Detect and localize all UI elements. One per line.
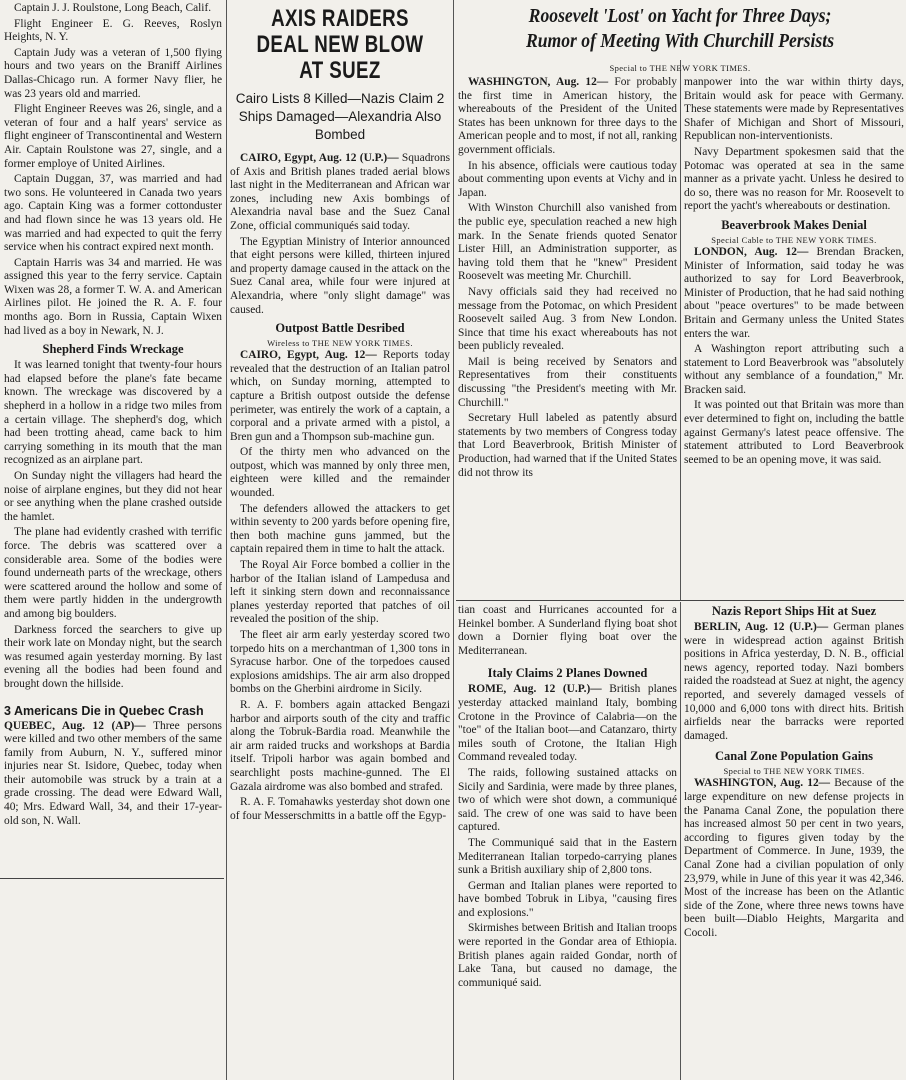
subheading: Canal Zone Population Gains [714,749,874,764]
article-paragraph: The fleet air arm early yesterday scored two torpedo hits on a merchantman of 1,300 tons in Syracuse harbor. One of the torpedoes caused explosions amidships. The air arm also dropped bombs on the Gherbini airdrome in Sicily. [230,629,450,696]
dateline: QUEBEC, Aug. 12 (AP)— [4,719,146,732]
article-paragraph [684,621,904,743]
subheading: Shepherd Finds Wreckage [42,342,184,357]
article-paragraph: R. A. F. Tomahawks yesterday shot down one of four Messerschmitts in a battle off the Egyp- [230,796,450,822]
article-text: Because of the large expenditure on new defense projects in the Panama Canal Zone, the population there has increased almost 50 per cent in two years, according to figures given today by the Department of Commerce. In June, 1939, the Canal Zone had a civilian population of only 23,979, while in June of this year it was 42,346. Most of the increase has been on the Atlantic side of the Zone, where three news towns have been built—Diablo Heights, Margarita and Cocoli. [684,777,904,939]
article-paragraph [230,349,450,444]
headline-line: Rumor of Meeting With Churchill Persists [525,30,835,52]
article-text: Brendan Bracken, Minister of Information, said today he was authorized to say for Lord Beaverbrook, Minister of Production, that he had said nothing about "peace overtures" to be made between Britain and Germany unless the United States enters the war. [684,245,904,340]
article-paragraph: The Communiqué said that in the Eastern Mediterranean Italian torpedo-carrying planes sunk a British auxiliary ship of 2,800 tons. [458,836,677,877]
subheading: Beaverbrook Makes Denial [721,217,867,232]
article-paragraph: Darkness forced the searchers to give up their work late on Monday night, but the search was resumed again yesterday morning. By last evening all the bodies had been found and brought down the hillside. [4,623,222,690]
article-paragraph: In his absence, officials were cautious today about commenting upon events at Vichy and in Japan. [458,159,677,199]
article-text: British planes yesterday attacked mainland Italy, bombing Crotone in the Province of Calabria—on the "toe" of the Italian boot—and Catanzaro, thirty miles south of Crotone, the Italian High Command revealed today. [458,683,677,764]
article-paragraph: Flight Engineer E. G. Reeves, Roslyn Heights, N. Y. [4,17,222,44]
headline-deck: Cairo Lists 8 Killed—Nazis Claim 2 Ships Damaged—Alexandria Also Bombed [235,91,445,142]
article-paragraph: A Washington report attributing such a statement to Lord Beaverbrook was "absolutely without any semblance of a foundation," Mr. Bracken said. [684,343,904,396]
article-paragraph [684,246,904,341]
article-paragraph: The Egyptian Ministry of Interior announced that eight persons were killed, thirteen injured and property damage caused in the attack on the Suez Canal area, while four were injured at Alexandria, where "only slight damage" was caused. [230,235,450,316]
article-paragraph: Navy officials said they had received no message from the Potomac, on which President Roosevelt sailed Aug. 3 from New London. Since that time his exact whereabouts has not been publicly revealed. [458,285,677,353]
article-paragraph: Flight Engineer Reeves was 26, single, and a veteran of four and a half years' service as flight engineer of Transcontinental and Western Air. Captain Roulstone was 27, single, and a former employe of United Airlines. [4,103,222,170]
article-paragraph [684,777,904,940]
section-rule [456,600,904,601]
article-paragraph: R. A. F. bombers again attacked Bengazi harbor and airports south of the city and traffic along the Tobruk-Bardia road. Meanwhile the air arm raided trucks and workshops at Bardia itself. Tripoli harbor was again bombed and searchlight posts machine-gunned. The El Gazala airdrome was also bombed and strafed. [230,698,450,793]
article-paragraph: With Winston Churchill also vanished from the public eye, speculation reached a new high mark. In the Senate friends quoted Senator Lister Hill, an Administration supporter, as having told them that he "knew" President Roosevelt was meeting Mr. Churchill. [458,202,677,283]
dateline: CAIRO, Egypt, Aug. 12— [240,349,377,362]
article-paragraph: Mail is being received by Senators and Representatives from their constituents discussing "the President's meeting with Mr. Churchill." [458,355,677,409]
column-3-lower [458,604,677,1080]
article-text: For probably the first time in American history, the whereabouts of the President of the United States has been unknown for three days to the American people and to most, if not all, ranking government officials. [458,76,677,156]
article-paragraph [230,152,450,234]
subheading: Nazis Report Ships Hit at Suez [711,604,877,618]
column-rule [453,0,454,1080]
article-paragraph: Captain Duggan, 37, was married and had two sons. He volunteered in Canada two years ago. Captain King was a former cottonduster and had flown since he was 13 years old. He was married and had expected to quit the ferry service when his contract expired next month. [4,173,222,254]
column-4-lower [684,604,904,1080]
headline-line: Roosevelt 'Lost' on Yacht for Three Days; [528,5,832,27]
article-text: Three persons were killed and two other members of the same family from Auburn, N. Y., suffered minor injuries near St. Isidore, Quebec, today when their automobile was struck by a train at a grade crossing. The dead were Edward Wall, 40; Mrs. Edward Wall, 34, and their 17-year-old son, N. Wall. [4,719,222,827]
article-paragraph [458,683,677,765]
byline: Wireless to THE NEW YORK TIMES. [267,338,413,349]
byline: Special to THE NEW YORK TIMES. [609,63,751,73]
subheading: Italy Claims 2 Planes Downed [487,666,648,681]
column-rule [226,0,227,1080]
article-text: Squadrons of Axis and British planes traded aerial blows last night in the Mediterranean and African war zones, including new Axis bombings of Alexandria naval base and the Suez Canal Zone, official communiqués said today. [230,152,450,232]
article-paragraph: Captain Harris was 34 and married. He was assigned this year to the ferry service. Captain Wixen was 28, a former T. W. A. and American Airlines pilot. He joined the R. A. F. four months ago. Born in Russia, Captain Wixen had lived as a boy in Newark, N. J. [4,256,222,337]
article-text: Reports today revealed that the destruction of an Italian patrol which, on Sunday morning, attempted to capture a British outpost outside the defense perimeter, was entirely the work of a captain, a corporal and a private armed with a pistol, a Bren gun and a Thompson sub-machine gun. [230,349,450,443]
article-paragraph [4,720,222,829]
article-paragraph: The plane had evidently crashed with terrific force. The debris was scattered over a considerable area. Some of the bodies were found underneath parts of the wreckage, others were scattered around the hollow and some of them were partly hidden in the undergrowth and among big boulders. [4,526,222,620]
article-paragraph: Captain J. J. Roulstone, Long Beach, Calif. [14,2,212,14]
article-paragraph: The defenders allowed the attackers to get within seventy to 200 yards before opening fire, then both machine guns jammed, but the captain repaired them in time to halt the attack. [230,502,450,556]
article-paragraph: The raids, following sustained attacks on Sicily and Sardinia, were made by three planes, two of which were shot down, a communiqué said. The crew of one was said to have been captured. [458,766,677,834]
article-paragraph: manpower into the war within thirty days, Britain would ask for peace with Germany. These statements were made by Representatives Shafer of Michigan and Short of Missouri, Republican non-interventionists. [684,76,904,143]
main-headline: AXIS RAIDERS DEAL NEW BLOW AT SUEZ [256,5,424,84]
column-2 [230,0,450,1080]
article-text: German planes were in widespread action against British positions in Africa yesterday, D. N. B., official news agency, reported today. Nazi bombers raided the roadstead at Suez at night, the agency reported, and severely damaged vessels of 10,000 and 6,000 tons with direct hits. British airfields near the barracks were reported damaged. [684,621,904,742]
article-paragraph: Captain Judy was a veteran of 1,500 flying hours and two years on the Braniff Airlines Dallas-Chicago run. A former Navy flier, he was 23 years old and married. [4,46,222,100]
dateline: LONDON, Aug. 12— [694,245,809,258]
column-3-top [458,76,677,598]
article-paragraph: tian coast and Hurricanes accounted for a Heinkel bomber. A Sunderland flying boat shot down a Dornier flying boat over the Mediterranean. [458,604,677,657]
dateline: BERLIN, Aug. 12 (U.P.)— [694,621,829,633]
article-paragraph: On Sunday night the villagers had heard the noise of airplane engines, but they did not hear or see anything when the plane crashed outside the hamlet. [4,470,222,523]
dateline: WASHINGTON, Aug. 12— [468,76,609,88]
roosevelt-headline [487,0,872,54]
article-headline: 3 Americans Die in Quebec Crash [4,703,204,718]
dateline: CAIRO, Egypt, Aug. 12 (U.P.)— [240,152,399,164]
article-paragraph: Secretary Hull labeled as patently absurd statements by two members of Congress today that Lord Beaverbrook, British Minister of Production, had warned that if the United States did not throw its [458,412,677,479]
article-paragraph: Navy Department spokesmen said that the Potomac was operated at sea in the same manner as a private yacht. Unless he desired to do so, there was no reason for Mr. Roosevelt to report the yacht's whereabouts or destination. [684,145,904,213]
article-paragraph: It was pointed out that Britain was more than ever determined to fight on, including the battle against Germany's latest peace offensive. The statement attributed to Lord Beaverbrook seemed to be an opening move, it was said. [684,399,904,466]
column-rule [680,602,681,1080]
dateline: ROME, Aug. 12 (U.P.)— [468,683,602,696]
article-paragraph: German and Italian planes were reported to have bombed Tobruk in Libya, "causing fires and explosions." [458,879,677,919]
byline: Special to THE NEW YORK TIMES. [723,766,865,777]
article-paragraph: Skirmishes between British and Italian troops were reported in the Gondar area of Ethiopia. British planes again raided Gondar, north of Lake Tana, but caused no damage, the communiqué said. [458,922,677,989]
column-4-top [684,76,904,598]
dateline: WASHINGTON, Aug. 12— [694,777,831,790]
column-1 [4,0,222,1080]
article-paragraph [458,76,677,158]
article-paragraph: Of the thirty men who advanced on the outpost, which was manned by only three men, eighteen were killed and the remainder wounded. [230,446,450,500]
subheading: Outpost Battle Desribed [275,321,405,336]
article-paragraph: The Royal Air Force bombed a collier in the harbor of the Italian island of Lampedusa and left it sinking stern down and reconnaissance planes yesterday reported that patches of oil revealed the position of the ship. [230,559,450,626]
byline: Special Cable to THE NEW YORK TIMES. [711,234,877,245]
article-paragraph: It was learned tonight that twenty-four hours had elapsed before the plane's fate became known. The wreckage was discovered by a shepherd in a hollow in a ridge two miles from a certain village. The shepherd's dog, which had been trotting ahead, came back to him carrying something in its mouth that the man recognized as an airplane part. [4,359,222,467]
column-rule [680,60,681,600]
